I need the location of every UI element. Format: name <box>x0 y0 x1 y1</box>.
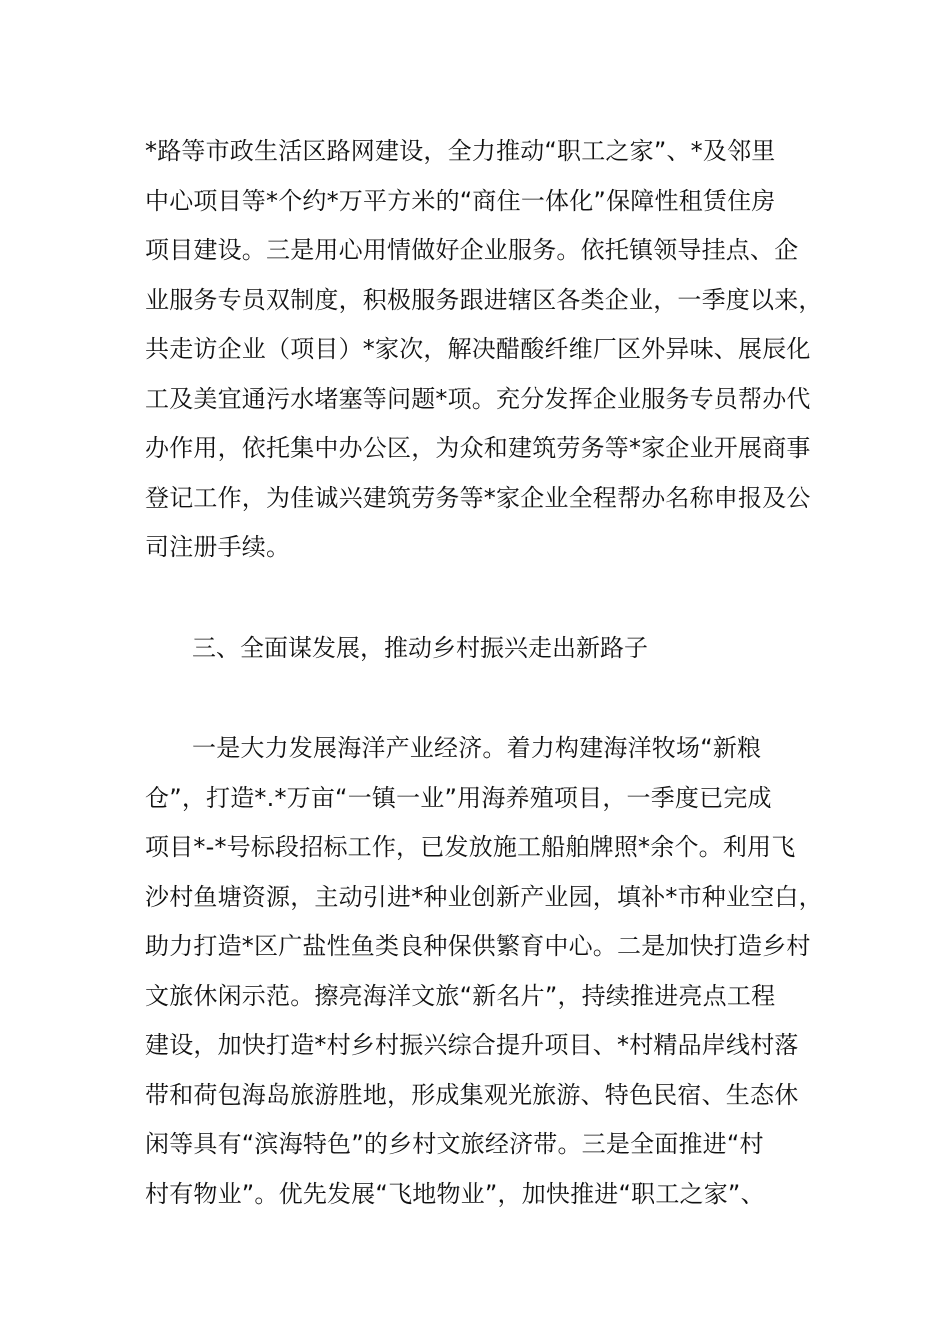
text-line: 沙村鱼塘资源，主动引进*种业创新产业园，填补*市种业空白， <box>145 883 823 911</box>
text-line: 登记工作，为佳诚兴建筑劳务等*家企业全程帮办名称申报及公 <box>145 484 811 512</box>
text-line: 业服务专员双制度，积极服务跟进辖区各类企业，一季度以来， <box>145 286 823 314</box>
text-line: 中心项目等*个约*万平方米的“商住一体化”保障性租赁住房 <box>145 187 776 215</box>
text-line: 项目建设。三是用心用情做好企业服务。依托镇领导挂点、企 <box>145 236 799 264</box>
text-line: 带和荷包海岛旅游胜地，形成集观光旅游、特色民宿、生态休 <box>145 1081 799 1109</box>
text-line: 建设，加快打造*村乡村振兴综合提升项目、*村精品岸线村落 <box>145 1031 799 1059</box>
text-line: 闲等具有“滨海特色”的乡村文旅经济带。三是全面推进“村 <box>145 1130 764 1158</box>
text-line: 仓”，打造*.*万亩“一镇一业”用海养殖项目，一季度已完成 <box>145 784 772 812</box>
text-line: 项目*-*号标段招标工作，已发放施工船舶牌照*余个。利用飞 <box>145 833 796 861</box>
text-line: 共走访企业（项目）*家次，解决醋酸纤维厂区外异味、展辰化 <box>145 335 811 363</box>
text-line: *路等市政生活区路网建设，全力推动“职工之家”、*及邻里 <box>145 137 776 165</box>
text-line: 文旅休闲示范。擦亮海洋文旅“新名片”，持续推进亮点工程 <box>145 982 776 1010</box>
text-line: 司注册手续。 <box>145 533 291 561</box>
text-line: 一是大力发展海洋产业经济。着力构建海洋牧场“新粮 <box>192 734 762 762</box>
section-heading: 三、全面谋发展，推动乡村振兴走出新路子 <box>192 634 648 662</box>
text-line: 办作用，依托集中办公区，为众和建筑劳务等*家企业开展商事 <box>145 434 811 462</box>
text-line: 村有物业”。优先发展“飞地物业”，加快推进“职工之家”、 <box>145 1180 765 1208</box>
text-line: 工及美宜通污水堵塞等问题*项。充分发挥企业服务专员帮办代 <box>145 385 811 413</box>
text-line: 助力打造*区广盐性鱼类良种保供繁育中心。二是加快打造乡村 <box>145 932 811 960</box>
